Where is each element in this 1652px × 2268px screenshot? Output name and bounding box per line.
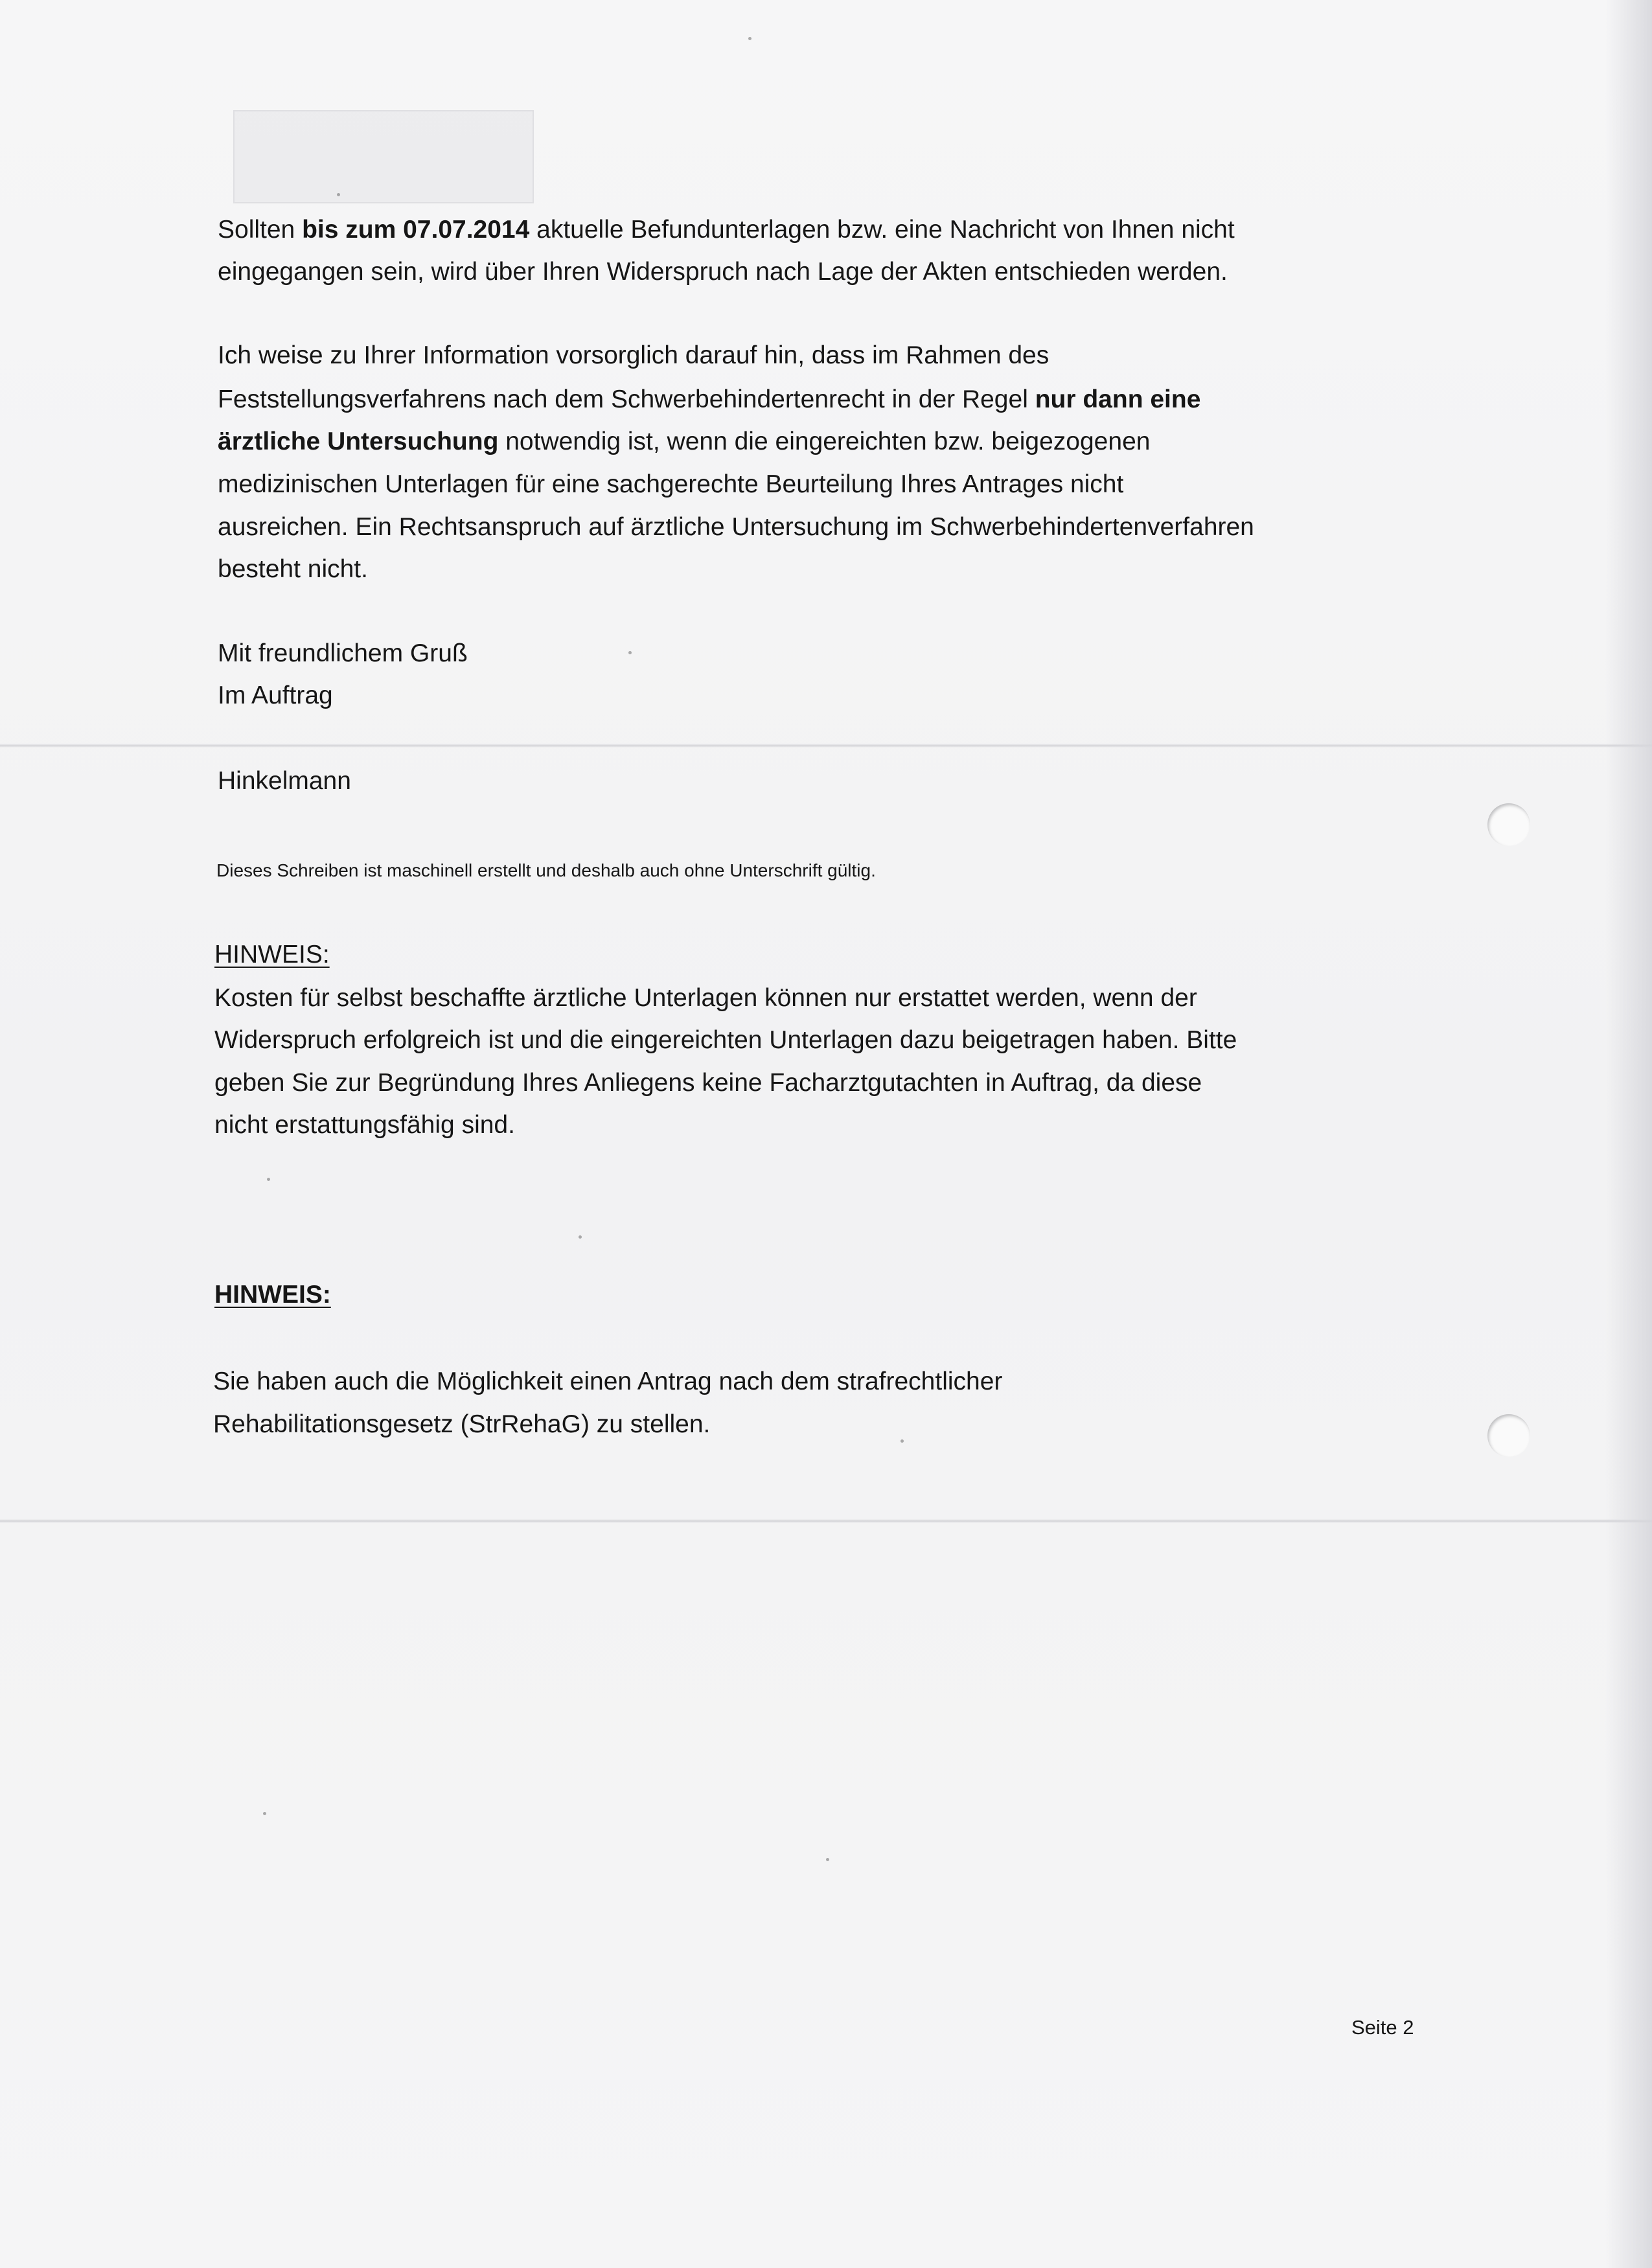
page-number: Seite 2 (1351, 2016, 1414, 2039)
info-line-3-text: notwendig ist, wenn die eingereichten bzw. beigezogenen (498, 428, 1151, 455)
info-line-2-bold: nur dann eine (1035, 385, 1201, 413)
paragraph-info-line-6: besteht nicht. (218, 555, 368, 583)
hinweis-heading-2: HINWEIS: (214, 1281, 331, 1309)
hinweis-2-line-2: Rehabilitationsgesetz (StrRehaG) zu stellen. (213, 1410, 711, 1438)
info-line-3-bold: ärztliche Untersuchung (218, 428, 499, 455)
paragraph-info-line-4: medizinischen Unterlagen für eine sachgerechte Beurteilung Ihres Antrages nicht (218, 470, 1124, 498)
info-line-2-text: Feststellungsverfahrens nach dem Schwerbehindertenrecht in der Regel (218, 385, 1035, 413)
hinweis-1-line-1: Kosten für selbst beschaffte ärztliche Unterlagen können nur erstattet werden, wenn der (214, 984, 1197, 1012)
signer-name: Hinkelmann (218, 767, 351, 795)
deadline-date: bis zum 07.07.2014 (302, 216, 530, 244)
on-behalf: Im Auftrag (218, 682, 333, 709)
paragraph-deadline-line-2: eingegangen sein, wird über Ihren Widerspruch nach Lage der Akten entschieden werden. (218, 258, 1228, 286)
deadline-prefix: Sollten (218, 216, 303, 244)
machine-generated-note: Dieses Schreiben ist maschinell erstellt und deshalb auch ohne Unterschrift gültig. (216, 860, 876, 880)
hinweis-1-line-3: geben Sie zur Begründung Ihres Anliegens keine Facharztgutachten in Auftrag, da diese (214, 1069, 1202, 1097)
hinweis-1-line-2: Widerspruch erfolgreich ist und die eingereichten Unterlagen dazu beigetragen haben. Bitte (214, 1026, 1237, 1054)
paragraph-info-line-5: ausreichen. Ein Rechtsanspruch auf ärztliche Untersuchung im Schwerbehindertenverfahren (218, 513, 1254, 541)
hinweis-2-line-1: Sie haben auch die Möglichkeit einen Antrag nach dem strafrechtlicher (213, 1368, 1003, 1395)
paragraph-info-line-3 (218, 420, 1150, 463)
paragraph-deadline-line-1 (218, 209, 1235, 251)
hinweis-heading-1: HINWEIS: (214, 941, 330, 968)
deadline-suffix: aktuelle Befundunterlagen bzw. eine Nachricht von Ihnen nicht (529, 216, 1235, 244)
paragraph-info-line-1: Ich weise zu Ihrer Information vorsorglich darauf hin, dass im Rahmen des (218, 341, 1050, 369)
paragraph-info-line-2 (218, 378, 1200, 420)
greeting: Mit freundlichem Gruß (218, 639, 468, 667)
hinweis-1-line-4: nicht erstattungsfähig sind. (214, 1111, 515, 1139)
